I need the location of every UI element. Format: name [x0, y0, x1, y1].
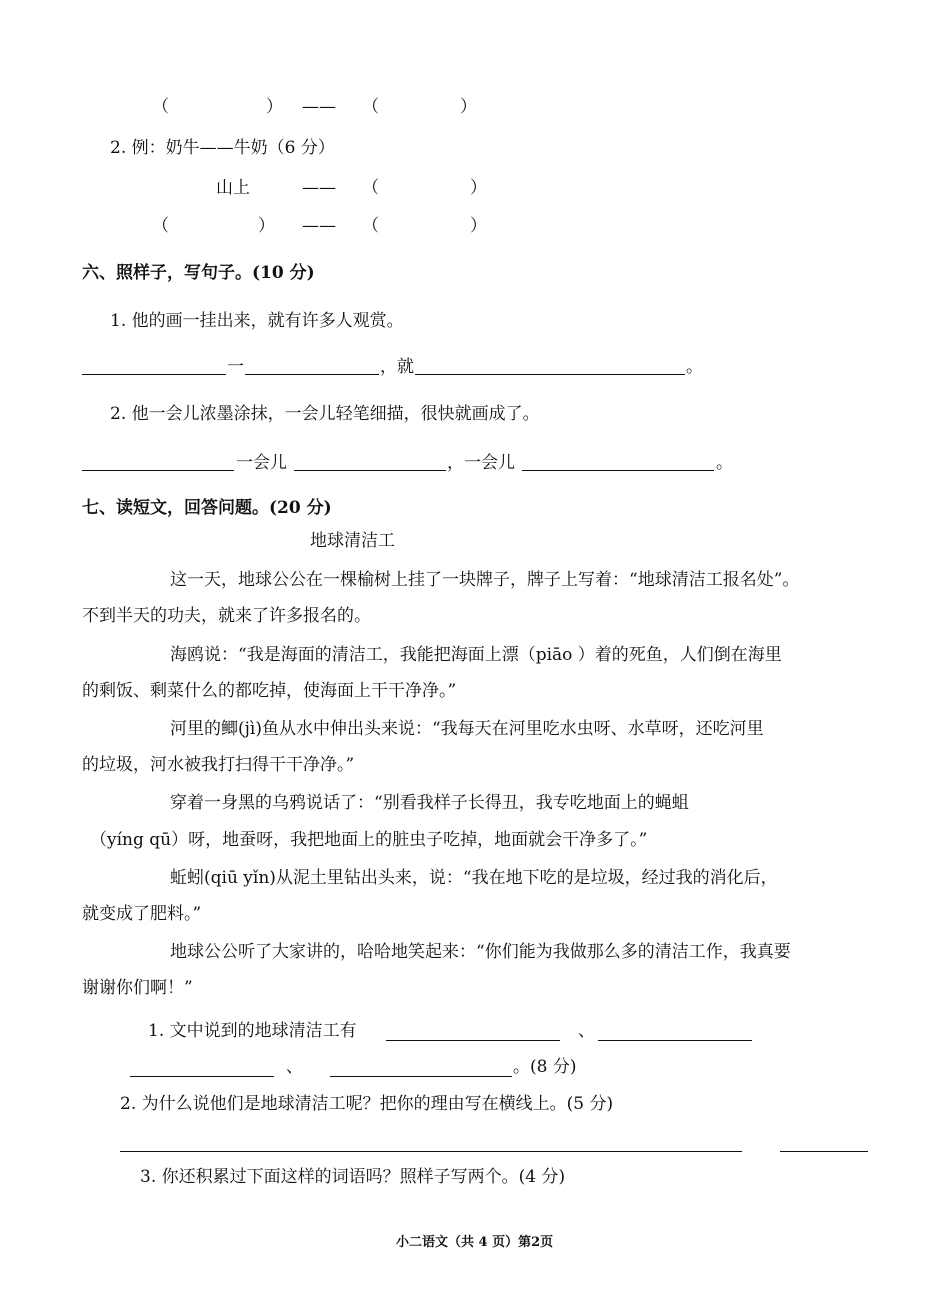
answer-text: ，一会儿: [447, 453, 515, 473]
separator: 、: [578, 1021, 595, 1041]
paren-open: （: [152, 97, 169, 117]
passage-line: 不到半天的功夫，就来了许多报名的。: [82, 606, 371, 626]
answer-blank[interactable]: [245, 374, 379, 375]
answer-text: 一会儿: [236, 453, 287, 473]
section-7-title: 七、读短文，回答问题。(20 分): [82, 498, 332, 518]
answer-blank[interactable]: [780, 1151, 868, 1152]
paren-close: ）: [258, 216, 275, 236]
example-word: 山上: [216, 178, 250, 198]
passage-line: 穿着一身黑的乌鸦说话了：“别看我样子长得丑，我专吃地面上的蝇蛆: [170, 793, 689, 813]
passage-line: 就变成了肥料。”: [82, 904, 202, 924]
passage-title: 地球清洁工: [310, 531, 395, 551]
answer-blank[interactable]: [82, 470, 234, 471]
paren-close: ）: [266, 97, 283, 117]
paren-open: （: [362, 97, 379, 117]
passage-line: 谢谢你们啊！”: [82, 978, 193, 998]
passage-line: 的垃圾，河水被我打扫得干干净净。”: [82, 755, 355, 775]
paren-open: （: [152, 216, 169, 236]
passage-line: 的剩饭、剩菜什么的都吃掉，使海面上干干净净。”: [82, 681, 457, 701]
question-5-2: 2. 例：奶牛——牛奶（6 分）: [110, 138, 335, 158]
score-note: 。(8 分): [513, 1057, 577, 1077]
page-footer: 小二语文（共 4 页）第2页: [396, 1235, 554, 1250]
dash: ——: [302, 178, 336, 198]
answer-blank[interactable]: [386, 1040, 560, 1041]
separator: 、: [286, 1057, 303, 1077]
answer-blank[interactable]: [598, 1040, 752, 1041]
dash: ——: [302, 97, 336, 117]
question-6-1: 1. 他的画一挂出来，就有许多人观赏。: [110, 311, 404, 331]
paren-close: ）: [460, 97, 477, 117]
question-7-3: 3. 你还积累过下面这样的词语吗？照样子写两个。(4 分): [140, 1167, 566, 1187]
paren-open: （: [362, 178, 379, 198]
paren-open: （: [362, 216, 379, 236]
answer-text: ，就: [380, 357, 414, 377]
question-6-2: 2. 他一会儿浓墨涂抹，一会儿轻笔细描，很快就画成了。: [110, 404, 540, 424]
passage-line: 地球公公听了大家讲的，哈哈地笑起来：“你们能为我做那么多的清洁工作，我真要: [170, 942, 791, 962]
dash: ——: [302, 216, 336, 236]
answer-text: 。: [686, 357, 703, 377]
answer-blank[interactable]: [294, 470, 446, 471]
paren-close: ）: [470, 216, 487, 236]
answer-blank[interactable]: [130, 1076, 274, 1077]
answer-blank[interactable]: [120, 1151, 742, 1152]
answer-blank[interactable]: [522, 470, 714, 471]
answer-blank[interactable]: [82, 374, 226, 375]
answer-blank[interactable]: [415, 374, 685, 375]
section-6-title: 六、照样子，写句子。(10 分): [82, 263, 315, 283]
passage-line: （yíng qū）呀，地蚕呀，我把地面上的脏虫子吃掉，地面就会干净多了。”: [90, 830, 648, 850]
paren-close: ）: [470, 178, 487, 198]
answer-text: 一: [227, 357, 244, 377]
passage-line: 蚯蚓(qiū yǐn)从泥土里钻出头来，说：“我在地下吃的是垃圾，经过我的消化后，: [170, 868, 778, 888]
question-7-2: 2. 为什么说他们是地球清洁工呢？把你的理由写在横线上。(5 分): [120, 1094, 614, 1114]
question-7-1: 1. 文中说到的地球清洁工有: [148, 1021, 357, 1041]
answer-blank[interactable]: [330, 1076, 512, 1077]
passage-line: 河里的鲫(jì)鱼从水中伸出头来说：“我每天在河里吃水虫呀、水草呀，还吃河里: [170, 719, 764, 739]
passage-line: 这一天，地球公公在一棵榆树上挂了一块牌子，牌子上写着：“地球清洁工报名处”。: [170, 570, 800, 590]
answer-text: 。: [716, 453, 733, 473]
passage-line: 海鸥说：“我是海面的清洁工，我能把海面上漂（piāo ）着的死鱼，人们倒在海里: [170, 645, 782, 665]
